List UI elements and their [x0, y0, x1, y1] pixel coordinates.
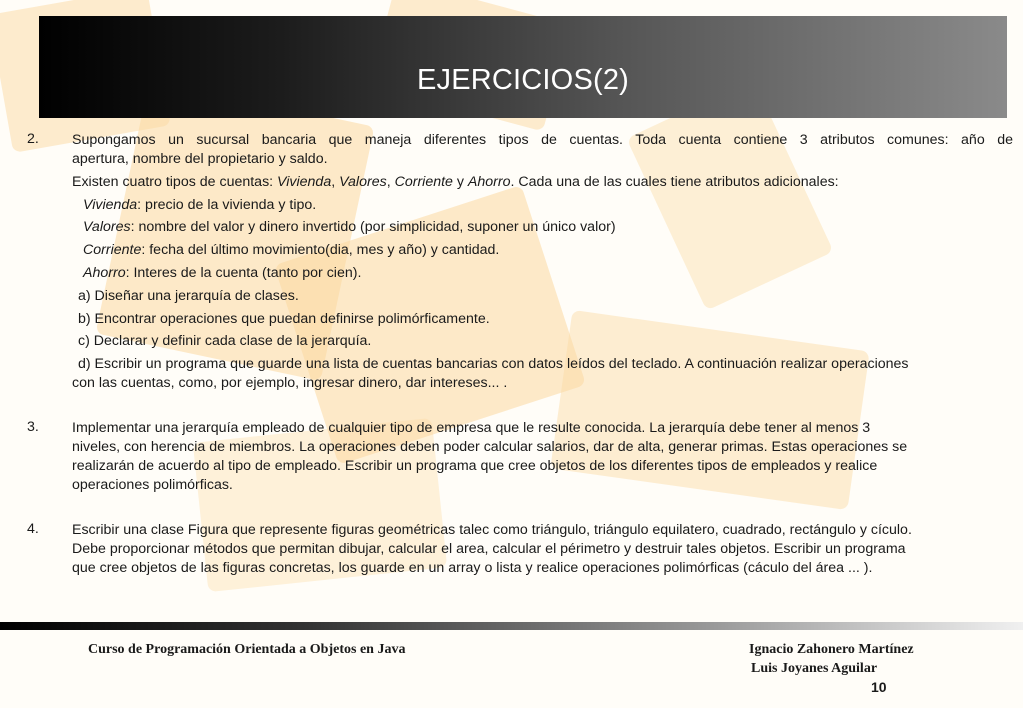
exercise-3-line-3: realizarán de acuerdo al tipo de empleado. Escribir un programa que cree objetos de los diferentes tipos de empleados y realice [72, 458, 878, 474]
exercise-4-line-1: Escribir una clase Figura que represente figuras geométricas talec como triángulo, triángulo equilatero, cuadrado, rectángulo y cículo. [72, 522, 912, 538]
exercise-3-line-1: Implementar una jerarquía empleado de cualquier tipo de empresa que le resulte conocida. La jerarquía debe tener al menos 3 [72, 420, 871, 436]
attribute-vivienda [83, 196, 316, 215]
exercise-3-number: 3. [27, 419, 39, 435]
task-d-line-1: d) Escribir un programa que guarde una lista de cuentas bancarias con datos leídos del teclado. A continuación realizar operaciones [78, 356, 909, 372]
task-d-line-2: con las cuentas, como, por ejemplo, ingresar dinero, dar intereses... . [72, 375, 508, 391]
exercise-2-intro-line-1: Supongamos un sucursal bancaria que maneja diferentes tipos de cuentas. Toda cuenta contiene 3 atributos comunes: año de [72, 132, 1013, 148]
footer-divider [0, 622, 1023, 630]
exercise-2-types-line [72, 173, 839, 192]
exercise-2-intro-line-2: apertura, nombre del propietario y saldo. [72, 151, 328, 167]
types-separator: , [331, 174, 340, 190]
exercise-4-number: 4. [27, 521, 39, 537]
type-valores: Valores [339, 174, 387, 190]
exercise-2-number: 2. [27, 131, 39, 147]
type-vivienda: Vivienda [277, 174, 332, 190]
attribute-description: : precio de la vivienda y tipo. [137, 197, 317, 213]
attribute-valores [83, 218, 616, 237]
footer-author-1: Ignacio Zahonero Martínez [749, 642, 914, 657]
footer-author-2: Luis Joyanes Aguilar [751, 661, 878, 676]
attribute-name: Corriente [83, 242, 142, 258]
exercise-3-line-4: operaciones polimórficas. [72, 477, 233, 493]
exercise-4-line-2: Debe proporcionar métodos que permitan dibujar, calcular el area, calcular el périmetro y destruir tales objetos. Escribir un programa [72, 541, 906, 557]
attribute-ahorro [83, 264, 361, 283]
types-suffix: . Cada una de las cuales tiene atributos adicionales: [510, 174, 839, 190]
page-number: 10 [871, 679, 887, 695]
page-title: EJERCICIOS(2) [416, 64, 630, 96]
attribute-name: Ahorro [83, 265, 126, 281]
types-separator: , [386, 174, 395, 190]
exercise-3-line-2: niveles, con herencia de miembros. La operaciones deben poder calcular salarios, dar de alta, generar primas. Estas operaciones se [72, 439, 908, 455]
task-b: b) Encontrar operaciones que puedan definirse polimórficamente. [78, 311, 490, 327]
types-prefix: Existen cuatro tipos de cuentas: [72, 174, 278, 190]
attribute-description: : nombre del valor y dinero invertido (por simplicidad, suponer un único valor) [130, 219, 616, 235]
background-brush-stroke [550, 310, 869, 510]
title-banner [39, 16, 1007, 118]
type-corriente: Corriente [394, 174, 453, 190]
footer-course-title: Curso de Programación Orientada a Objetos en Java [88, 642, 406, 657]
attribute-name: Valores [83, 219, 131, 235]
attribute-corriente [83, 241, 499, 260]
attribute-description: : fecha del último movimiento(dia, mes y año) y cantidad. [141, 242, 500, 258]
exercise-4-line-3: que cree objetos de las figuras concretas, los guarde en un array o lista y realice operaciones polimórficas (cáculo del área ... ). [72, 560, 873, 576]
task-a: a) Diseñar una jerarquía de clases. [78, 288, 299, 304]
attribute-name: Vivienda [83, 197, 138, 213]
attribute-description: : Interes de la cuenta (tanto por cien). [125, 265, 362, 281]
type-ahorro: Ahorro [467, 174, 511, 190]
types-separator: y [452, 174, 468, 190]
task-c: c) Declarar y definir cada clase de la jerarquía. [78, 333, 372, 349]
